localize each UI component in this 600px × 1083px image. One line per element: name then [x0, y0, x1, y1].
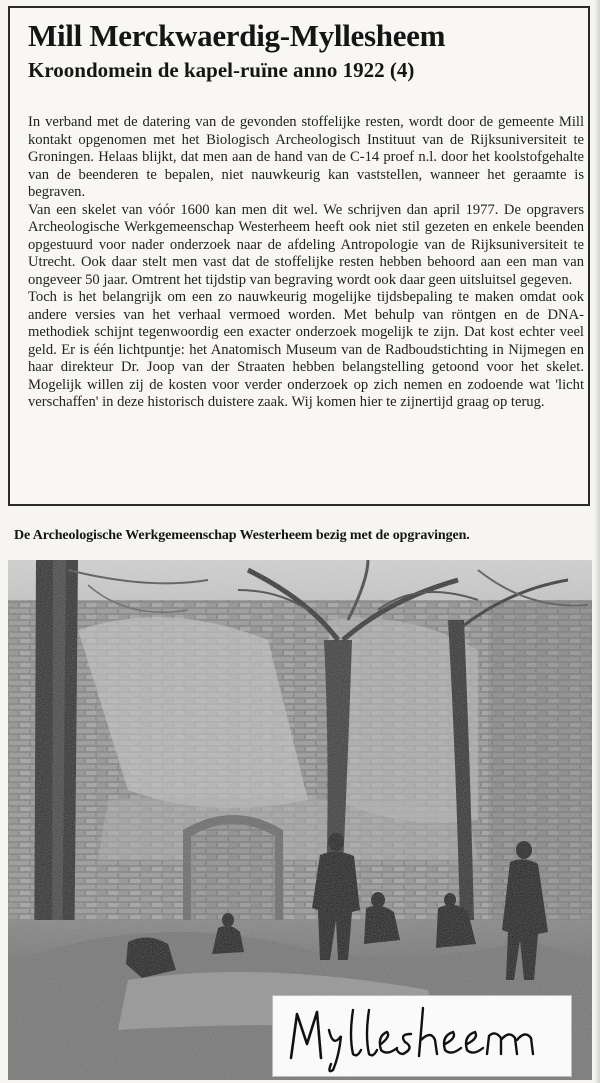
scan-edge-shadow — [594, 0, 600, 1083]
article-body — [28, 114, 584, 412]
handwritten-signature — [273, 996, 571, 1076]
paragraph-2: Van een skelet van vóór 1600 kan men dit wel. We schrijven dan april 1977. De opgravers Archeologische Werkgemeenschap Westerheem heeft ook niet stil gezeten en enkele beenden opgestuurd voor nader onderzoek naar de afdeling Antropologie van de Rijksuniversiteit te Utrecht. Ook daar stelt men vast dat de stoffelijke resten hebben behoord aan een man van ongeveer 50 jaar. Omtrent het tijdstip van begraving wordt ook daar geen uitsluitsel gegeven. — [28, 201, 584, 288]
article-frame — [8, 6, 590, 506]
signature-label — [272, 995, 572, 1077]
photo-caption: De Archeologische Werkgemeenschap Westerheem bezig met de opgravingen. — [14, 528, 470, 543]
subheadline: Kroondomein de kapel-ruïne anno 1922 (4) — [28, 58, 415, 82]
headline: Mill Merckwaerdig-Myllesheem — [28, 18, 446, 53]
paragraph-1: In verband met de datering van de gevonden stoffelijke resten, wordt door de gemeente Mill kontakt opgenomen met het Biologisch Archeologisch Instituut van de Rijksuniversiteit te Groningen. Helaas blijkt, dat men aan de hand van de C-14 proef n.l. door het koolstofgehalte van de beenderen te bepalen, niet nauwkeurig kan vaststellen, wanneer het geraamte is begraven. — [28, 114, 584, 200]
paragraph-3: Toch is het belangrijk om een zo nauwkeurig mogelijke tijdsbepaling te maken omdat ook andere versies van het verhaal vermoed worden. Met behulp van röntgen en de DNA-methodiek schijnt tegenwoordig een exacter onderzoek mogelijk te zijn. Dat kost echter veel geld. Er is één lichtpuntje: het Anatomisch Museum van de Radboudstichting in Nijmegen en haar direkteur Dr. Joop van der Straaten hebben belangstelling getoond voor het skelet. Mogelijk willen zij de kosten voor verder onderzoek op zich nemen en zodoende wat 'licht verschaffen' in deze historisch duistere zaak. Wij komen hier te zijnertijd graag op terug. — [28, 289, 584, 410]
